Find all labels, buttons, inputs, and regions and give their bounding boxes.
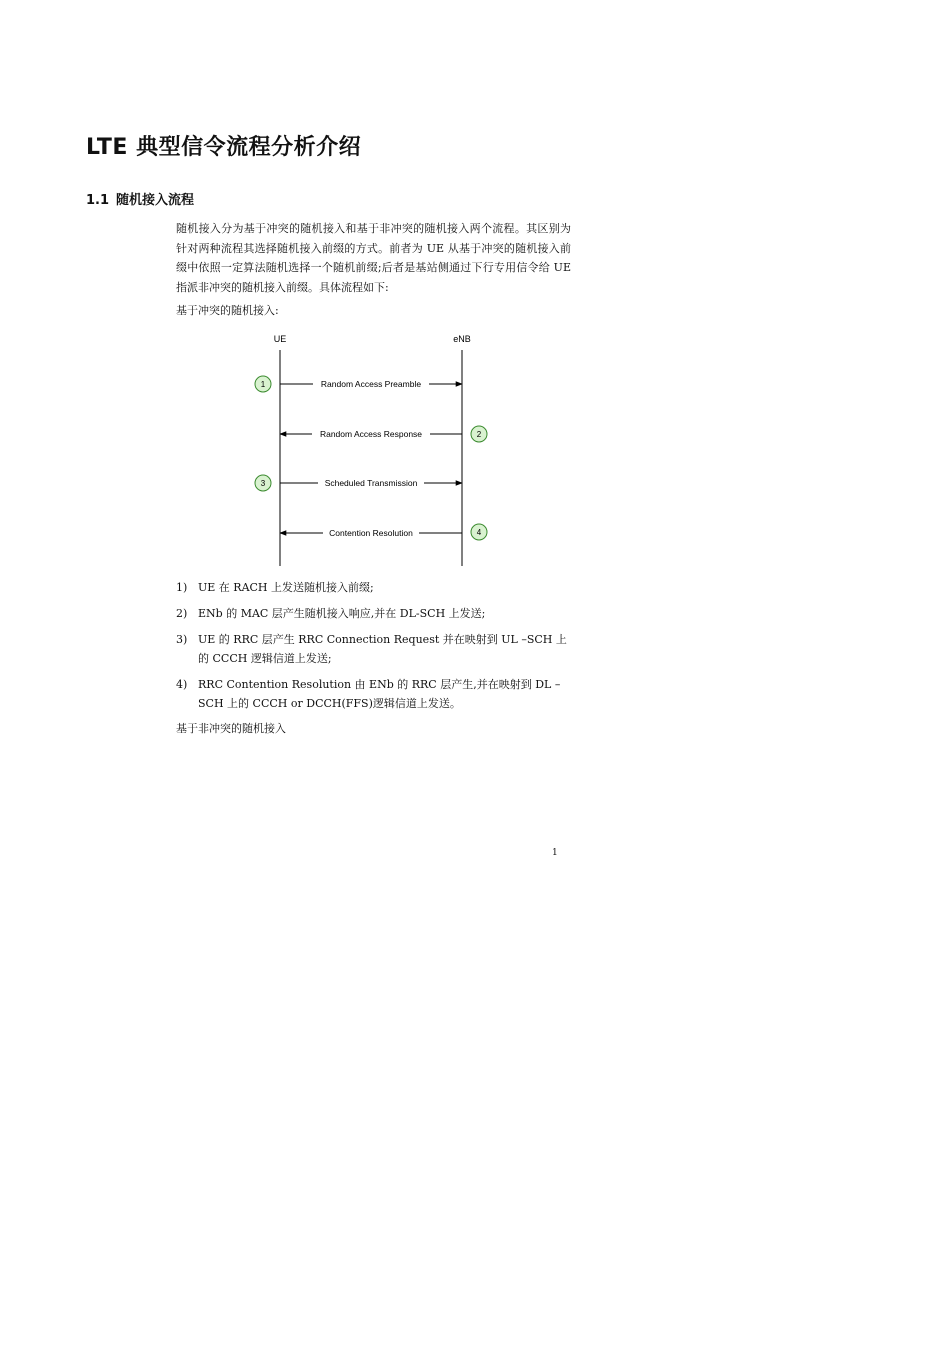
sequence-diagram [240, 328, 510, 572]
list-item-number: 4) [176, 678, 188, 691]
noncontention-heading: 基于非冲突的随机接入 [176, 722, 286, 735]
message-2-label: Random Access Response [319, 429, 423, 439]
section-number: 1.1 [86, 193, 110, 208]
intro-paragraph: 随机接入分为基于冲突的随机接入和基于非冲突的随机接入两个流程。其区别为针对两种流程其选择随机接入前缀的方式。前者为 UE 从基于冲突的随机接入前缀中依照一定算法随机选择一个随机前缀;后者是基站侧通过下行专用信令给 UE 指派非冲突的随机接入前缀。具体流程如下: [176, 222, 571, 294]
step-badge-1-number: 1 [260, 380, 266, 389]
steps-list [176, 578, 576, 720]
section-heading [86, 189, 194, 208]
page-number: 1 [552, 848, 558, 858]
step-badge-3-number: 3 [260, 479, 266, 488]
entity-label-ue: UE [273, 334, 287, 344]
message-2 [280, 426, 487, 442]
message-4 [280, 524, 487, 540]
list-item-number: 1) [176, 581, 188, 594]
list-item-text: UE 在 RACH 上发送随机接入前缀; [198, 581, 374, 594]
step-badge-2-number: 2 [476, 430, 482, 439]
step-badge-4-number: 4 [476, 528, 482, 537]
message-4-label: Contention Resolution [329, 528, 413, 538]
message-1 [255, 376, 462, 392]
list-item-text: UE 的 RRC 层产生 RRC Connection Request 并在映射到 UL –SCH 上的 CCCH 逻辑信道上发送; [198, 633, 567, 665]
page-title: LTE 典型信令流程分析介绍 [86, 135, 362, 160]
message-3-label: Scheduled Transmission [324, 478, 418, 488]
list-item-text: RRC Contention Resolution 由 ENb 的 RRC 层产生,并在映射到 DL –SCH 上的 CCCH or DCCH(FFS)逻辑信道上发送。 [198, 678, 561, 710]
list-item-number: 3) [176, 633, 188, 646]
list-item [176, 630, 576, 668]
entity-label-enb: eNB [453, 334, 471, 344]
contention-heading: 基于冲突的随机接入: [176, 304, 279, 317]
section-title: 随机接入流程 [116, 193, 195, 208]
list-item [176, 675, 576, 713]
list-item-text: ENb 的 MAC 层产生随机接入响应,并在 DL-SCH 上发送; [198, 607, 486, 620]
list-item [176, 604, 576, 623]
message-1-label: Random Access Preamble [320, 379, 422, 389]
list-item-number: 2) [176, 607, 188, 620]
list-item [176, 578, 576, 597]
message-3 [255, 475, 462, 491]
